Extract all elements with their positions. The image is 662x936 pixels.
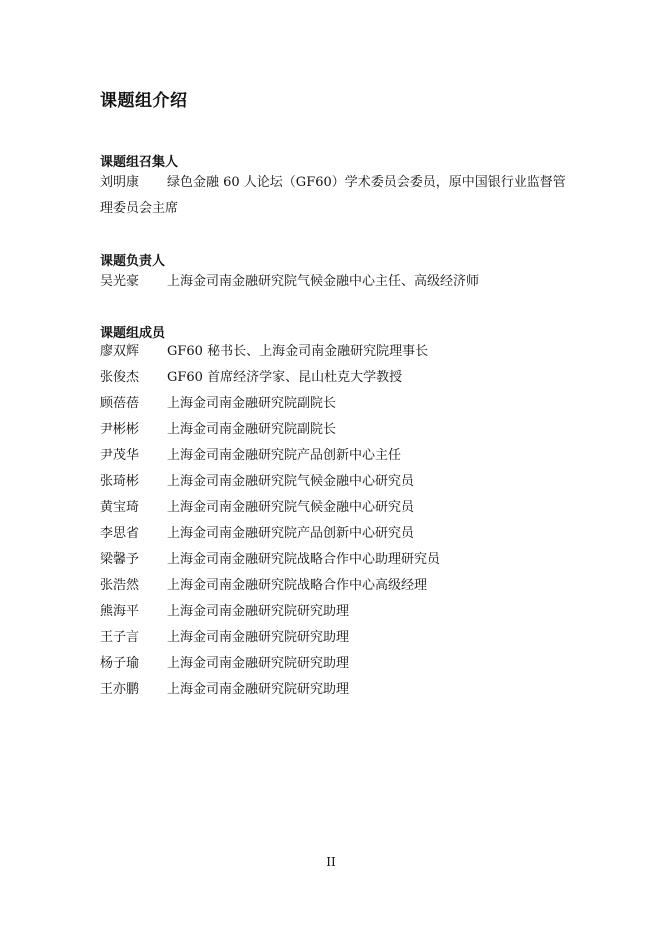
member-description: 上海金司南金融研究院产品创新中心研究员 xyxy=(167,526,415,541)
member-description: 上海金司南金融研究院研究助理 xyxy=(167,604,350,619)
convenor-entry xyxy=(100,170,570,222)
leader-name: 吴光豪 xyxy=(100,274,140,289)
member-row xyxy=(100,625,570,651)
member-name: 王亦鹏 xyxy=(100,682,140,697)
member-name: 张琦彬 xyxy=(100,474,140,489)
member-name: 张俊杰 xyxy=(100,370,140,385)
member-name: 尹彬彬 xyxy=(100,422,140,437)
member-row xyxy=(100,495,570,521)
member-description: 上海金司南金融研究院副院长 xyxy=(167,396,337,411)
leader-description: 上海金司南金融研究院气候金融中心主任、高级经济师 xyxy=(167,274,480,289)
member-row xyxy=(100,443,570,469)
page-title: 课题组介绍 xyxy=(100,91,188,111)
member-name: 张浩然 xyxy=(100,578,140,593)
member-row xyxy=(100,339,570,365)
leader-heading: 课题负责人 xyxy=(100,254,166,269)
member-row xyxy=(100,391,570,417)
member-row xyxy=(100,677,570,703)
member-row xyxy=(100,469,570,495)
member-row xyxy=(100,547,570,573)
member-name: 杨子瑜 xyxy=(100,656,140,671)
member-row xyxy=(100,521,570,547)
member-description: 上海金司南金融研究院副院长 xyxy=(167,422,337,437)
member-description: 上海金司南金融研究院战略合作中心高级经理 xyxy=(167,578,428,593)
leader-entry xyxy=(100,269,570,295)
member-name: 熊海平 xyxy=(100,604,140,619)
member-name: 尹茂华 xyxy=(100,448,140,463)
member-description: 上海金司南金融研究院研究助理 xyxy=(167,630,350,645)
member-name: 黄宝琦 xyxy=(100,500,140,515)
member-description: GF60 首席经济学家、昆山杜克大学教授 xyxy=(167,370,403,385)
member-name: 廖双辉 xyxy=(100,344,140,359)
member-description: GF60 秘书长、上海金司南金融研究院理事长 xyxy=(167,344,429,359)
member-description: 上海金司南金融研究院战略合作中心助理研究员 xyxy=(167,552,441,567)
member-description: 上海金司南金融研究院气候金融中心研究员 xyxy=(167,500,415,515)
page-number: II xyxy=(326,855,336,869)
member-row xyxy=(100,365,570,391)
member-name: 王子言 xyxy=(100,630,140,645)
convenor-description: 绿色金融 60 人论坛（GF60）学术委员会委员，原中国银行业监督管理委员会主席 xyxy=(100,175,566,216)
convenor-name: 刘明康 xyxy=(100,175,140,190)
member-description: 上海金司南金融研究院研究助理 xyxy=(167,682,350,697)
member-row xyxy=(100,651,570,677)
member-name: 顾蓓蓓 xyxy=(100,396,140,411)
member-description: 上海金司南金融研究院产品创新中心主任 xyxy=(167,448,402,463)
member-name: 李思省 xyxy=(100,526,140,541)
member-description: 上海金司南金融研究院研究助理 xyxy=(167,656,350,671)
member-row xyxy=(100,573,570,599)
member-description: 上海金司南金融研究院气候金融中心研究员 xyxy=(167,474,415,489)
members-heading: 课题组成员 xyxy=(100,326,166,341)
member-row xyxy=(100,417,570,443)
convenor-heading: 课题组召集人 xyxy=(100,155,179,170)
member-name: 梁馨予 xyxy=(100,552,140,567)
member-row xyxy=(100,599,570,625)
